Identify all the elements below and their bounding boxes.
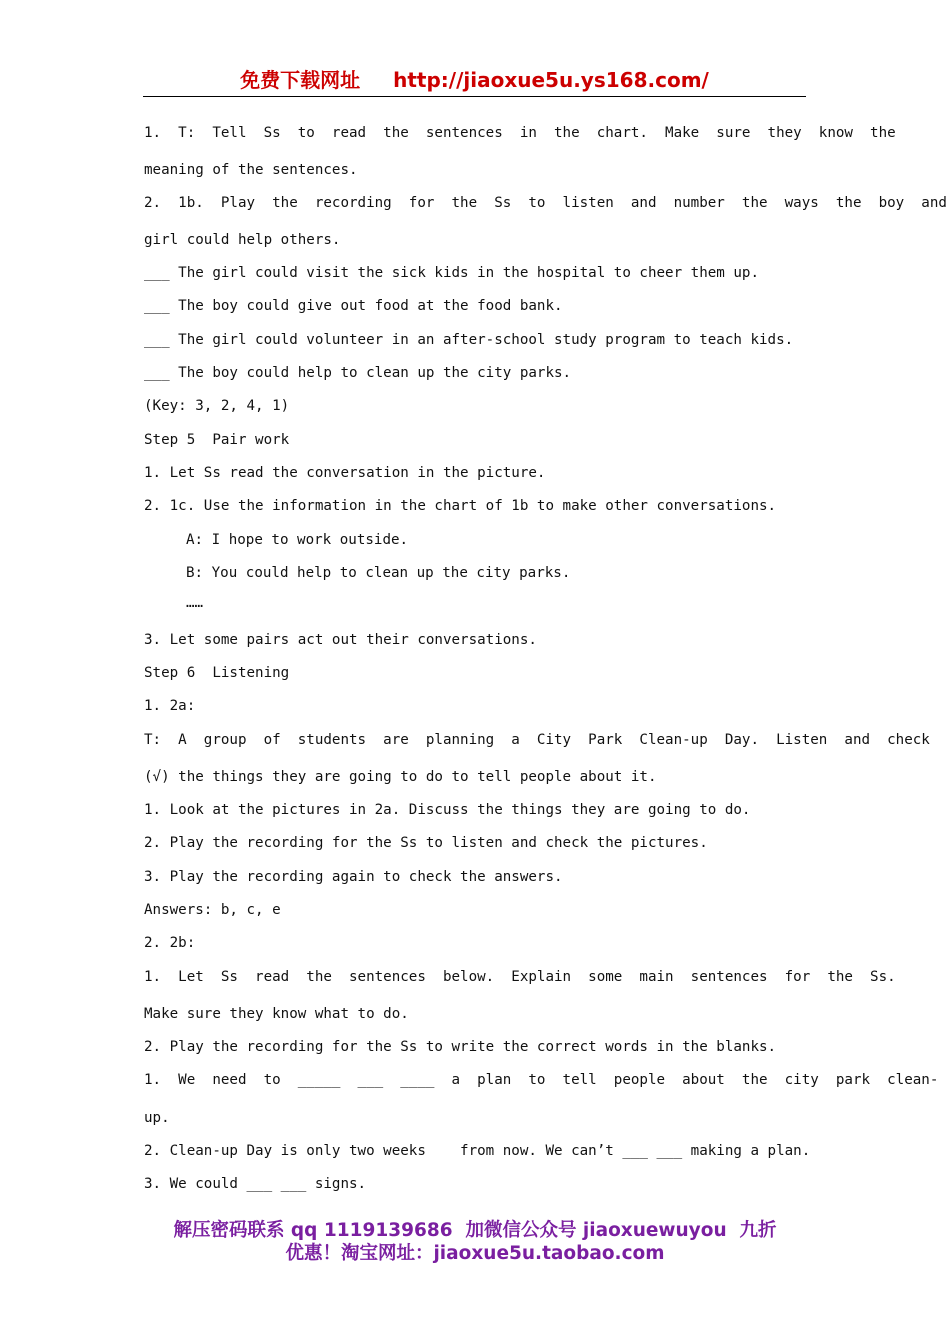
dialogue-line: B: You could help to clean up the city parks. [186,565,571,581]
footer-line-2: 优惠！淘宝网址：jiaoxue5u.taobao.com [285,1243,665,1264]
text-line: 2. Play the recording for the Ss to write the correct words in the blanks. [144,1039,777,1055]
text-line: 3. Let some pairs act out their conversations. [144,632,537,648]
text-line: girl could help others. [144,232,341,248]
text-line: 1. We need to _____ ___ ____ a plan to tell people about the city park clean- [144,1072,939,1088]
text-line: 1. Let Ss read the conversation in the picture. [144,465,546,481]
section-heading: Step 6 Listening [144,665,290,681]
footer-line-1: 解压密码联系 qq 1119139686 加微信公众号 jiaoxuewuyou 九折 [173,1220,777,1241]
text-line: ___ The girl could volunteer in an after-school study program to teach kids. [144,332,794,348]
text-line: meaning of the sentences. [144,162,358,178]
text-line: 3. We could ___ ___ signs. [144,1176,367,1192]
page-header [143,66,806,97]
text-line: T: A group of students are planning a City Park Clean-up Day. Listen and check [144,732,930,748]
text-line: up. [144,1110,170,1126]
section-heading: Step 5 Pair work [144,432,290,448]
ellipsis: …… [186,595,204,611]
text-line: Answers: b, c, e [144,902,281,918]
text-line: 2. Play the recording for the Ss to listen and check the pictures. [144,835,708,851]
text-line: ___ The boy could give out food at the food bank. [144,298,563,314]
text-line: 1. T: Tell Ss to read the sentences in the chart. Make sure they know the [144,125,896,141]
header-url-link[interactable]: http://jiaoxue5u.ys168.com/ [393,68,709,92]
text-line: 3. Play the recording again to check the answers. [144,869,563,885]
text-line: Make sure they know what to do. [144,1006,409,1022]
text-line: 1. Let Ss read the sentences below. Explain some main sentences for the Ss. [144,969,896,985]
text-line: 2. 1c. Use the information in the chart of 1b to make other conversations. [144,498,777,514]
text-line: 2. Clean-up Day is only two weeks from now. We can’t ___ ___ making a plan. [144,1143,811,1159]
text-line: ___ The boy could help to clean up the city parks. [144,365,572,381]
text-line: 2. 2b: [144,935,196,951]
text-line: ___ The girl could visit the sick kids in the hospital to cheer them up. [144,265,759,281]
text-line: 1. Look at the pictures in 2a. Discuss the things they are going to do. [144,802,751,818]
text-line: 1. 2a: [144,698,196,714]
text-line: (√) the things they are going to do to tell people about it. [144,769,657,785]
dialogue-line: A: I hope to work outside. [186,532,409,548]
header-title: 免费下载网址 [240,68,361,92]
text-line: 2. 1b. Play the recording for the Ss to listen and number the ways the boy and [144,195,947,211]
text-line: (Key: 3, 2, 4, 1) [144,398,290,414]
